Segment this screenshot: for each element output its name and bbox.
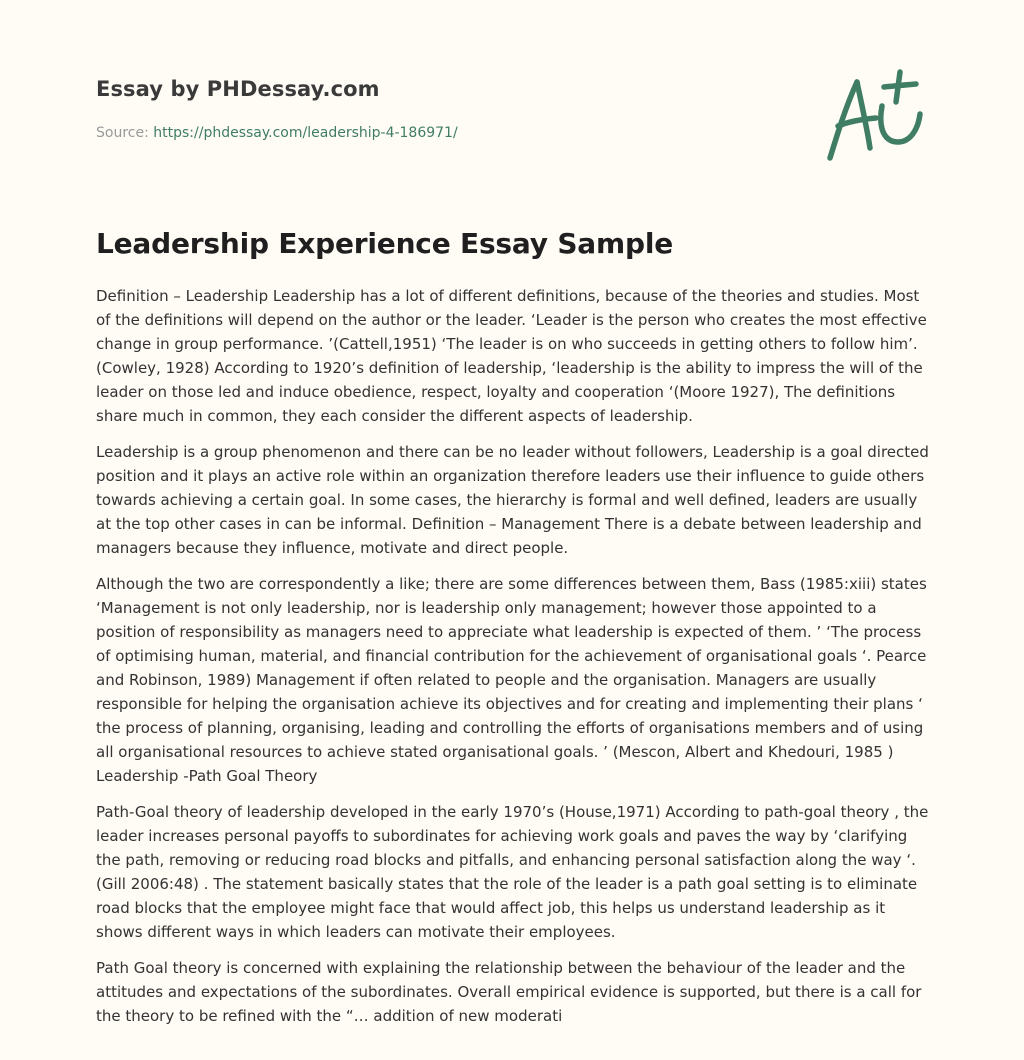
essay-paragraph: Leadership is a group phenomenon and there can be no leader without followers, Leadership is a goal directed position and it plays an active role within an organization therefore leaders use their influence to guide others towards achieving a certain goal. In some cases, the hierarchy is formal and well defined, leaders are usually at the top other cases in can be informal. Definition – Management There is a debate between leadership and managers because they influence, motivate and direct people.: [96, 443, 929, 557]
essay-paragraph: Definition – Leadership Leadership has a lot of different definitions, because of the theories and studies. Most of the definitions will depend on the author or the leader. ‘Leader is the person who creates the most effective change in group performance. ’(Cattell,1951) ‘The leader is on who succeeds in getting others to follow him’. (Cowley, 1928) According to 1920’s definition of leadership, ‘leadership is the ability to impress the will of the leader on those led and induce obedience, respect, loyalty and cooperation ‘(Moore 1927), The definitions share much in common, they each consider the different aspects of leadership.: [96, 287, 927, 425]
essay-paragraph: Path Goal theory is concerned with explaining the relationship between the behaviour of the leader and the attitudes and expectations of the subordinates. Overall empirical evidence is supported, but there is a call for the theory to be refined with the “… addition of new moderati: [96, 959, 922, 1025]
essay-body: [96, 284, 936, 1040]
source-line: [96, 125, 458, 141]
page-header: [96, 0, 932, 180]
essay-paragraph: Although the two are correspondently a like; there are some differences between them, Bass (1985:xiii) states ‘Management is not only leadership, nor is leadership only management; however those appointed to a position of responsibility as managers need to appreciate what leadership is expected of them. ’ ‘The process of optimising human, material, and financial contribution for the achievement of organisational goals ‘. Pearce and Robinson, 1989) Management if often related to people and the organisation. Managers are usually responsible for helping the organisation achieve its objectives and for creating and implementing their plans ‘ the process of planning, organising, leading and controlling the efforts of organisations members and of using all organisational resources to achieve stated organisational goals. ’ (Mescon, Albert and Khedouri, 1985 ) Leadership -Path Goal Theory: [96, 575, 927, 785]
essay-paragraph: Path-Goal theory of leadership developed in the early 1970’s (House,1971) According to path-goal theory , the leader increases personal payoffs to subordinates for achieving work goals and paves the way by ‘clarifying the path, removing or reducing road blocks and pitfalls, and enhancing personal satisfaction along the way ‘. (Gill 2006:48) . The statement basically states that the role of the leader is a path goal setting is to eliminate road blocks that the employee might face that would affect job, this helps us understand leadership as it shows different ways in which leaders can motivate their employees.: [96, 803, 929, 941]
source-link[interactable]: https://phdessay.com/leadership-4-186971/: [153, 125, 458, 141]
essay-page: [96, 0, 932, 1060]
essay-title: Leadership Experience Essay Sample: [96, 227, 674, 260]
source-label: Source:: [96, 125, 149, 141]
site-title: Essay by PHDessay.com: [96, 77, 380, 101]
a-plus-logo-icon: [824, 66, 928, 166]
